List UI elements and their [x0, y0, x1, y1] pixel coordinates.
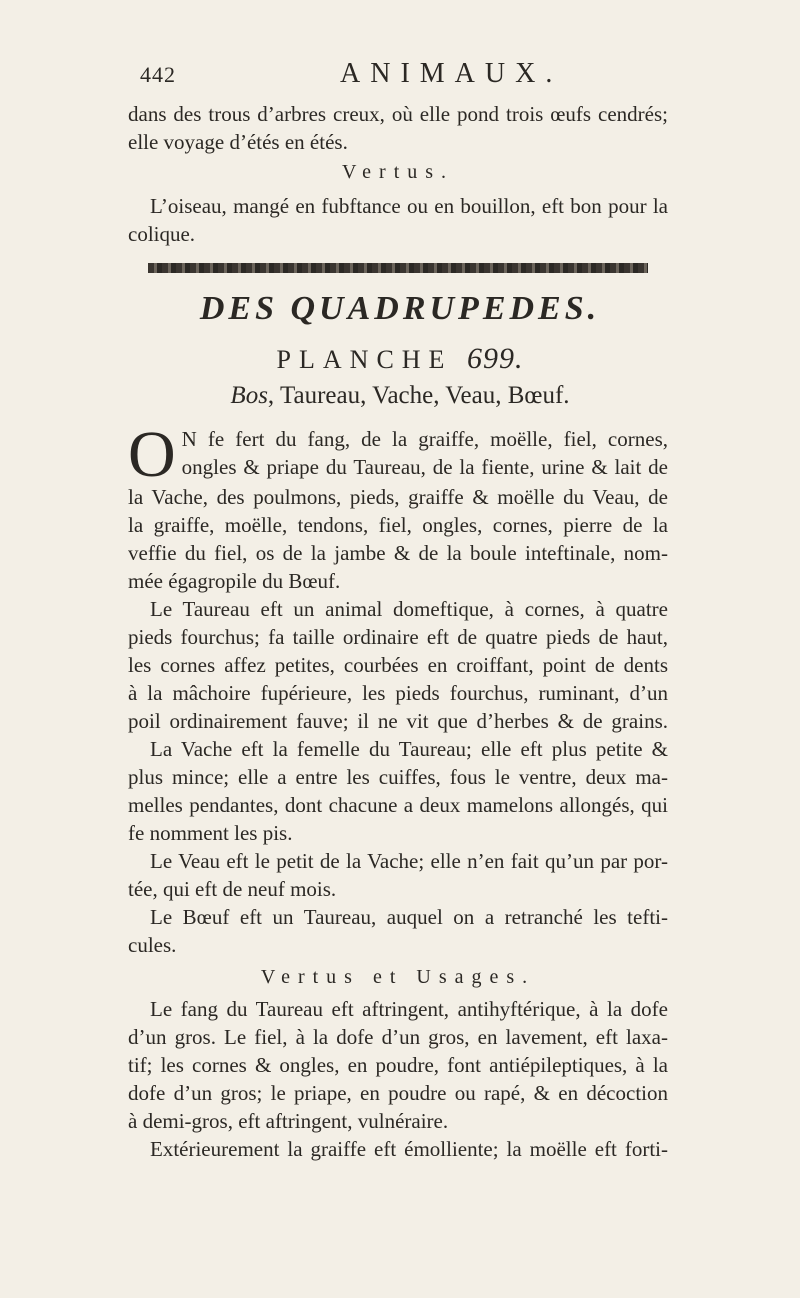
text-line: fe nomment les pis.	[128, 821, 293, 845]
section-title: DES QUADRUPEDES.	[199, 290, 601, 327]
text-line: L’oiseau, mangé en fubftance ou en bouillon, eft bon pour la	[150, 194, 668, 218]
running-title: ANIMAUX.	[340, 58, 563, 89]
text-line: Le Veau eft le petit de la Vache; elle n’en fait qu’un par por-	[150, 849, 668, 873]
paragraph-2	[128, 595, 668, 735]
text-line: ongles & priape du Taureau, de la fiente, urine & lait de	[181, 455, 668, 479]
paragraph-4	[128, 847, 668, 903]
text-line: les cornes affez petites, courbées en croiffant, point de dents	[128, 653, 668, 677]
text-line: veffie du fiel, os de la jambe & de la boule inteftinale, nom-	[128, 541, 668, 565]
text-line: à la mâchoire fupérieure, les pieds fourchus, ruminant, d’un	[128, 681, 668, 705]
paragraph-6	[128, 995, 668, 1135]
page-number: 442	[140, 62, 176, 87]
text-line: pieds fourchus; fa taille ordinaire eft de quatre pieds de haut,	[128, 625, 668, 649]
main-text	[128, 418, 668, 1163]
text-line: poil ordinairement fauve; il ne vit que d’herbes & de grains.	[128, 709, 668, 733]
text-line: dans des trous d’arbres creux, où elle pond trois œufs cendrés;	[128, 102, 668, 126]
subtitle-latin: Bos	[230, 382, 268, 409]
top-text	[128, 100, 668, 248]
text-line: Le Taureau eft un animal domeftique, à cornes, à quatre	[150, 597, 668, 621]
paragraph-1	[128, 418, 668, 595]
planche-number: 699.	[466, 342, 524, 375]
text-line: mée égagropile du Bœuf.	[128, 569, 341, 593]
text-line: la graiffe, moëlle, tendons, fiel, ongles, cornes, pierre de la	[128, 513, 668, 537]
subtitle-names: , Taureau, Vache, Veau, Bœuf.	[267, 382, 570, 409]
text-line: Extérieurement la graiffe eft émolliente; la moëlle eft forti-	[150, 1137, 668, 1161]
paragraph-3	[128, 735, 668, 847]
text-line: elle voyage d’étés en étés.	[128, 130, 348, 154]
page-header	[140, 58, 660, 96]
text-line: colique.	[128, 222, 196, 246]
planche-label: PLANCHE	[276, 345, 453, 374]
text-line: Le fang du Taureau eft aftringent, antihyftérique, à la dofe	[150, 997, 668, 1021]
drop-cap: O	[128, 418, 176, 491]
text-line: cules.	[128, 933, 177, 957]
paragraph-7	[128, 1135, 668, 1163]
text-line: dofe d’un gros; le priape, en poudre ou rapé, & en décoction	[128, 1081, 668, 1105]
text-line: N fe fert du fang, de la graiffe, moëlle, fiel, cornes,	[181, 427, 668, 451]
paragraph-5	[128, 903, 668, 959]
text-line: Le Bœuf eft un Taureau, auquel on a retranché les tefti-	[150, 905, 668, 929]
text-line: la Vache, des poulmons, pieds, graiffe & moëlle du Veau, de	[128, 485, 668, 509]
text-line: plus mince; elle a entre les cuiffes, fous le ventre, deux ma-	[128, 765, 668, 789]
text-line: melles pendantes, dont chacune a deux mamelons allongés, qui	[128, 793, 668, 817]
virtues-heading: Vertus.	[341, 161, 455, 183]
text-line: tée, qui eft de neuf mois.	[128, 877, 337, 901]
text-line: La Vache eft la femelle du Taureau; elle eft plus petite &	[150, 737, 668, 761]
section-subtitle	[0, 382, 800, 410]
planche-heading	[0, 342, 800, 376]
text-line: tif; les cornes & ongles, en poudre, font antiépileptiques, à la	[128, 1053, 668, 1077]
vertus-usages-heading: Vertus et Usages.	[260, 966, 536, 988]
text-line: d’un gros. Le fiel, à la dofe d’un gros, en lavement, eft laxa-	[128, 1025, 668, 1049]
ornamental-rule	[148, 263, 648, 273]
text-line: à demi-gros, eft aftringent, vulnéraire.	[128, 1109, 449, 1133]
